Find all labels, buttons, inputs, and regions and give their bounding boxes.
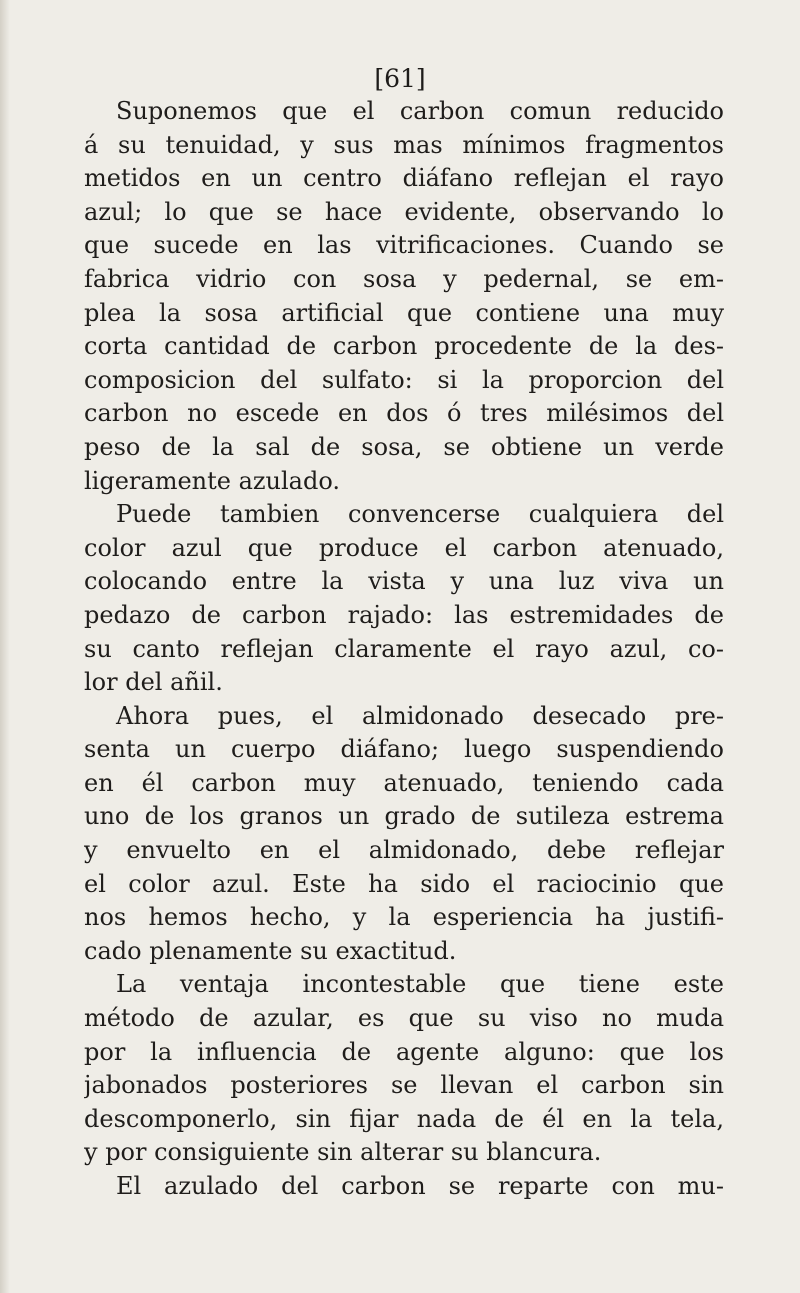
page-number: [61] <box>374 64 426 93</box>
text-line: por la influencia de agente alguno: que los <box>84 1037 724 1066</box>
text-line: pedazo de carbon rajado: las estremidades de <box>84 600 724 629</box>
text-line: en él carbon muy atenuado, teniendo cada <box>84 768 724 797</box>
binding-shadow <box>0 0 10 1293</box>
text-line: uno de los granos un grado de sutileza estrema <box>84 802 724 831</box>
text-line: cado plenamente su exactitud. <box>84 936 457 965</box>
text-line: fabrica vidrio con sosa y pedernal, se em- <box>84 264 724 293</box>
text-line: Suponemos que el carbon comun reducido <box>116 97 724 125</box>
text-line: senta un cuerpo diáfano; luego suspendiendo <box>84 735 724 764</box>
text-line: composicion del sulfato: si la proporcion del <box>84 365 724 394</box>
text-line: ligeramente azulado. <box>84 466 341 495</box>
text-line: el color azul. Este ha sido el raciocinio que <box>84 869 724 898</box>
text-line: jabonados posteriores se llevan el carbon sin <box>84 1071 724 1100</box>
text-line: carbon no escede en dos ó tres milésimos del <box>84 399 724 428</box>
text-line: á su tenuidad, y sus mas mínimos fragmentos <box>84 130 724 159</box>
text-line: lor del añil. <box>84 668 223 697</box>
text-line: metidos en un centro diáfano reflejan el rayo <box>84 164 724 193</box>
text-line: método de azular, es que su viso no muda <box>84 1004 724 1033</box>
text-line: su canto reflejan claramente el rayo azul, co- <box>84 634 724 663</box>
text-line: peso de la sal de sosa, se obtiene un verde <box>84 432 724 461</box>
text-line: y envuelto en el almidonado, debe reflejar <box>84 836 724 865</box>
text-line: corta cantidad de carbon procedente de la des- <box>84 332 724 361</box>
text-line: descomponerlo, sin fijar nada de él en la tela, <box>84 1104 724 1133</box>
text-line: La ventaja incontestable que tiene este <box>116 970 724 999</box>
text-line: y por consiguiente sin alterar su blancura. <box>84 1138 602 1167</box>
text-line: colocando entre la vista y una luz viva un <box>84 567 724 596</box>
text-line: Ahora pues, el almidonado desecado pre- <box>116 701 724 730</box>
body-text <box>84 95 724 1204</box>
text-line: El azulado del carbon se reparte con mu- <box>116 1172 724 1200</box>
text-line: Puede tambien convencerse cualquiera del <box>116 500 724 529</box>
text-line: plea la sosa artificial que contiene una muy <box>84 298 724 327</box>
text-line: nos hemos hecho, y la esperiencia ha justifi- <box>84 903 724 932</box>
text-line: azul; lo que se hace evidente, observando lo <box>84 197 724 226</box>
text-line: que sucede en las vitrificaciones. Cuando se <box>84 231 724 260</box>
text-line: color azul que produce el carbon atenuado, <box>84 533 724 562</box>
